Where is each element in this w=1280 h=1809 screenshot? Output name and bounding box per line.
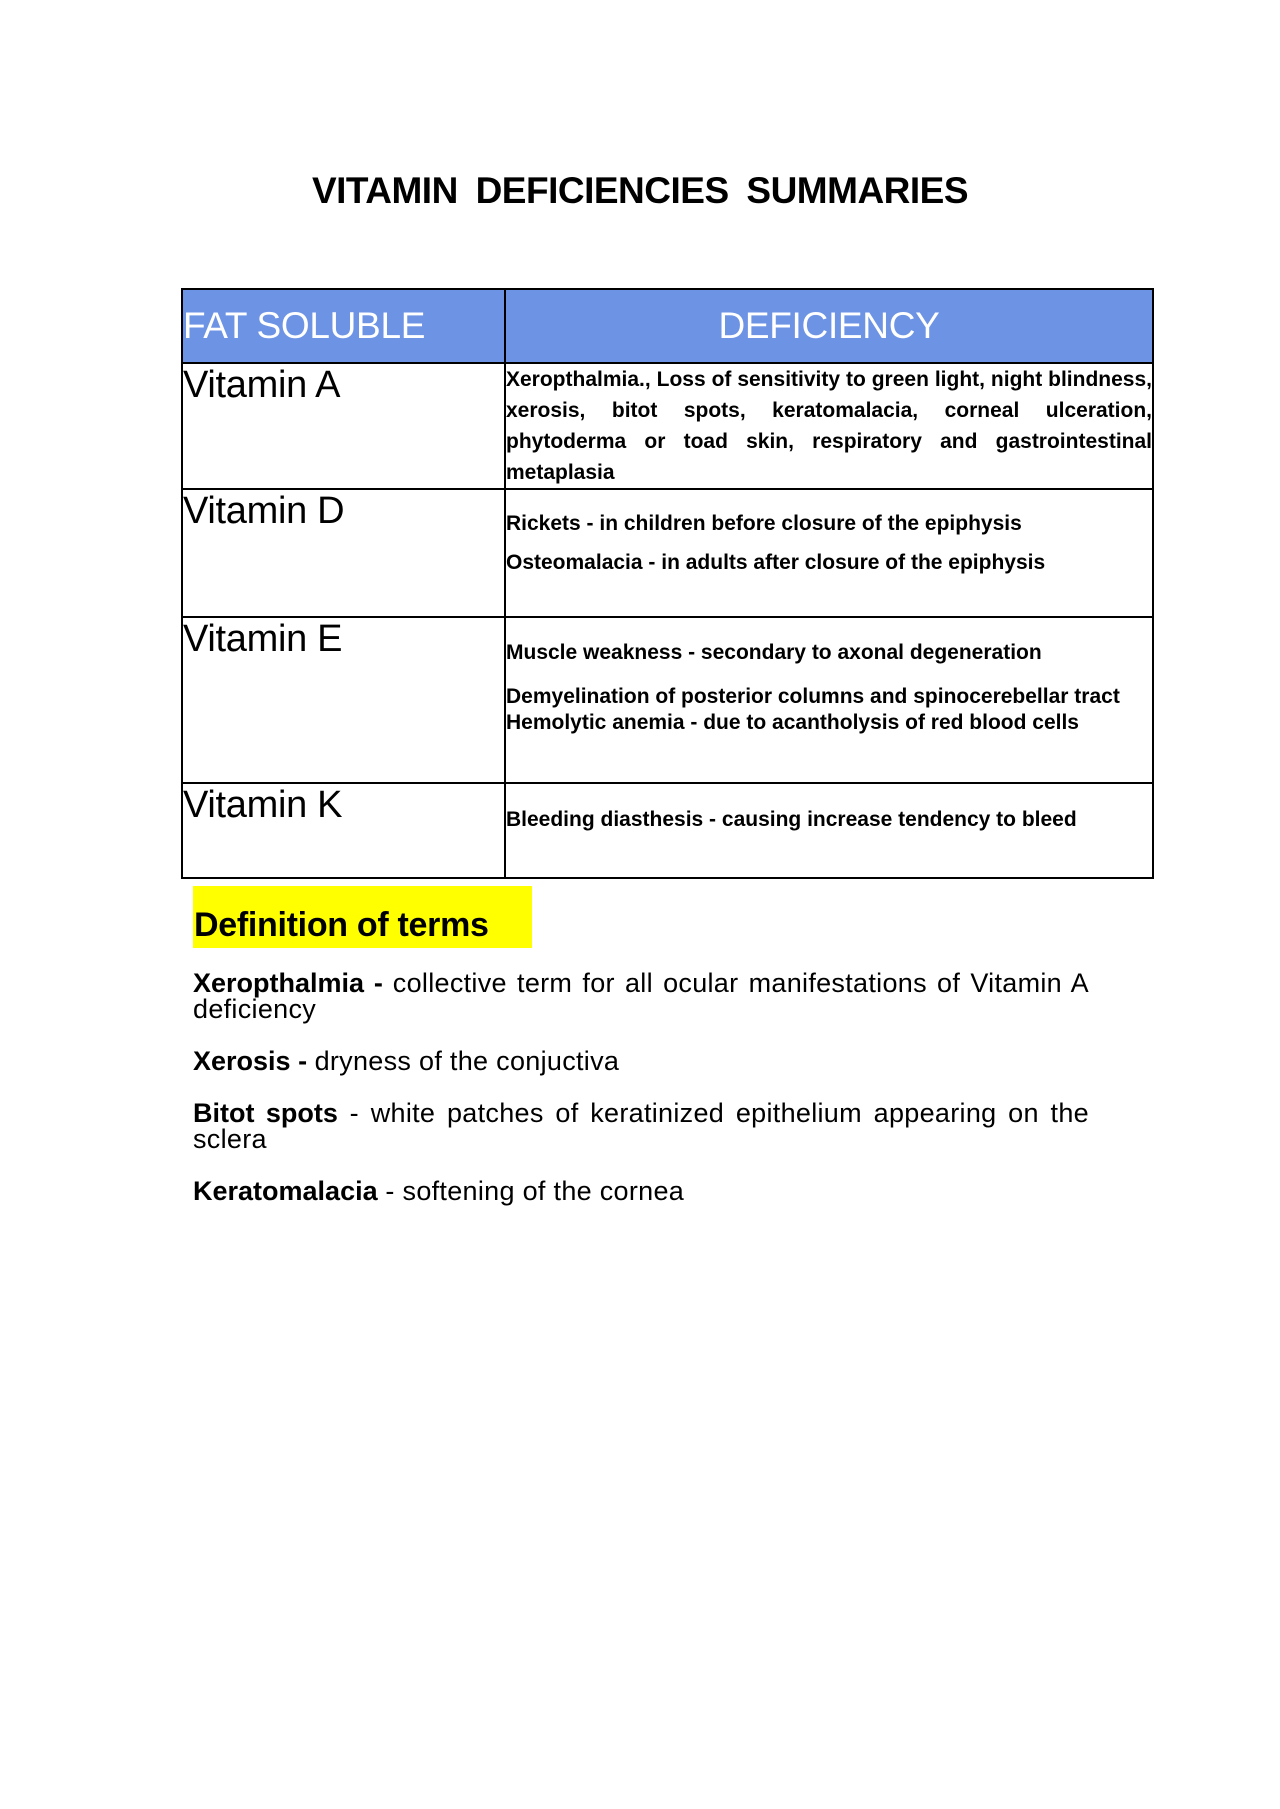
table-row-vitamin-d	[182, 489, 1153, 617]
term-name: Xerosis	[193, 1046, 291, 1076]
deficiency-cell	[505, 489, 1153, 617]
definition-item	[193, 1100, 1089, 1152]
definition-item	[193, 970, 1089, 1022]
definitions-heading: Definition of terms	[193, 886, 532, 948]
table-row-vitamin-k	[182, 783, 1153, 878]
vitamin-name: Vitamin D	[182, 489, 505, 617]
page-title: VITAMIN DEFICIENCIES SUMMARIES	[311, 170, 969, 211]
deficiency-cell	[505, 617, 1153, 783]
term-name: Xeropthalmia	[193, 968, 365, 998]
term-name: Bitot spots	[193, 1098, 338, 1128]
deficiency-cell	[505, 363, 1153, 489]
term-separator: -	[290, 1046, 315, 1076]
term-separator: -	[337, 1098, 371, 1128]
term-definition: softening of the cornea	[402, 1176, 685, 1206]
deficiency-line: Bleeding diasthesis - causing increase tendency to bleed	[506, 808, 1077, 831]
definitions-list	[193, 970, 1089, 1230]
term-separator: -	[364, 968, 393, 998]
table-header-row	[182, 289, 1153, 363]
deficiency-line: Demyelination of posterior columns and spinocerebellar tract	[506, 685, 1120, 708]
term-definition: white patches of keratinized epithelium appearing on the sclera	[193, 1098, 1089, 1154]
header-fat-soluble: FAT SOLUBLE	[182, 289, 505, 363]
definition-item	[193, 1178, 1089, 1204]
table-row-vitamin-e	[182, 617, 1153, 783]
definition-item	[193, 1048, 1089, 1074]
term-definition: collective term for all ocular manifestations of Vitamin A deficiency	[193, 968, 1089, 1024]
vitamin-name: Vitamin A	[182, 363, 505, 489]
deficiency-line: Xeropthalmia., Loss of sensitivity to green light, night blindness, xerosis, bitot spots, keratomalacia, corneal ulceration, phytoderma or toad skin, respiratory and gastrointestinal metaplasia	[506, 368, 1152, 484]
term-definition: dryness of the conjuctiva	[314, 1046, 620, 1076]
vitamin-name: Vitamin E	[182, 617, 505, 783]
deficiency-cell	[505, 783, 1153, 878]
term-name: Keratomalacia	[193, 1176, 378, 1206]
deficiency-line: Osteomalacia - in adults after closure of the epiphysis	[506, 551, 1046, 574]
deficiency-line: Muscle weakness - secondary to axonal degeneration	[506, 641, 1042, 664]
vitamin-deficiency-table	[181, 288, 1154, 879]
header-deficiency: DEFICIENCY	[505, 289, 1153, 363]
deficiency-line: Rickets - in children before closure of the epiphysis	[506, 512, 1022, 535]
term-separator: -	[377, 1176, 403, 1206]
vitamin-name: Vitamin K	[182, 783, 505, 878]
table-row-vitamin-a	[182, 363, 1153, 489]
deficiency-line: Hemolytic anemia - due to acantholysis of red blood cells	[506, 711, 1079, 734]
